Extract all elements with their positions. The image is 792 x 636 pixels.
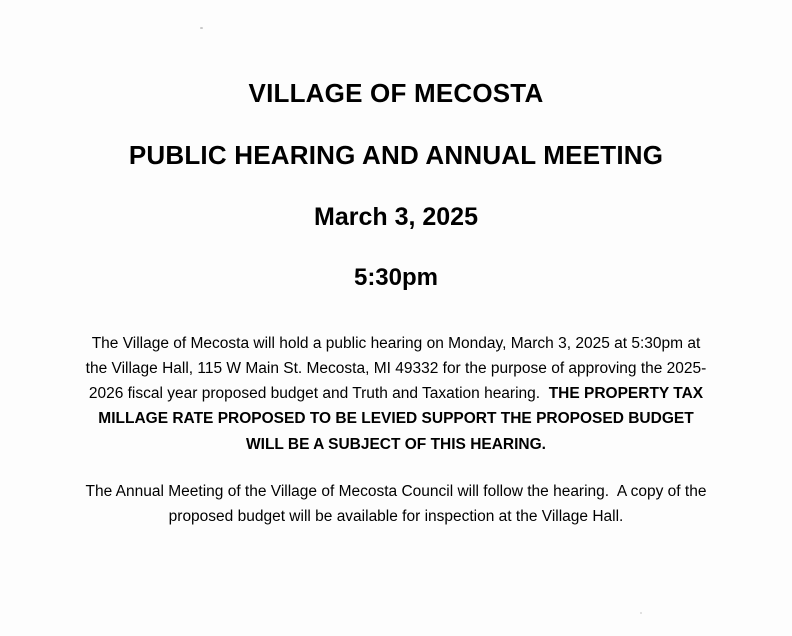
meeting-time: 5:30pm [353,263,439,291]
meeting-date: March 3, 2025 [314,203,478,232]
hearing-notice-emphasis: THE PROPERTY TAX MILLAGE RATE PROPOSED TO BE LEVIED SUPPORT THE PROPOSED BUDGET WILL BE A SUBJECT OF THIS HEARING. [98,385,704,453]
page-title-line-2: PUBLIC HEARING AND ANNUAL MEETING [128,139,664,170]
title-block [0,79,792,291]
page-title-line-1: VILLAGE OF MECOSTA [248,78,544,108]
hearing-notice-paragraph [84,331,708,457]
body-block [84,331,708,529]
scan-speck [640,612,642,614]
annual-meeting-paragraph: The Annual Meeting of the Village of Mecosta Council will follow the hearing. A copy of the proposed budget will be available for inspection at the Village Hall. [85,482,707,525]
hearing-notice-text: The Village of Mecosta will hold a public hearing on Monday, March 3, 2025 at 5:30pm at the Village Hall, 115 W Main St. Mecosta, MI 49332 for the purpose of approving the 2025-2026 fiscal year proposed budget and Truth and Taxation hearing. [85,335,707,403]
